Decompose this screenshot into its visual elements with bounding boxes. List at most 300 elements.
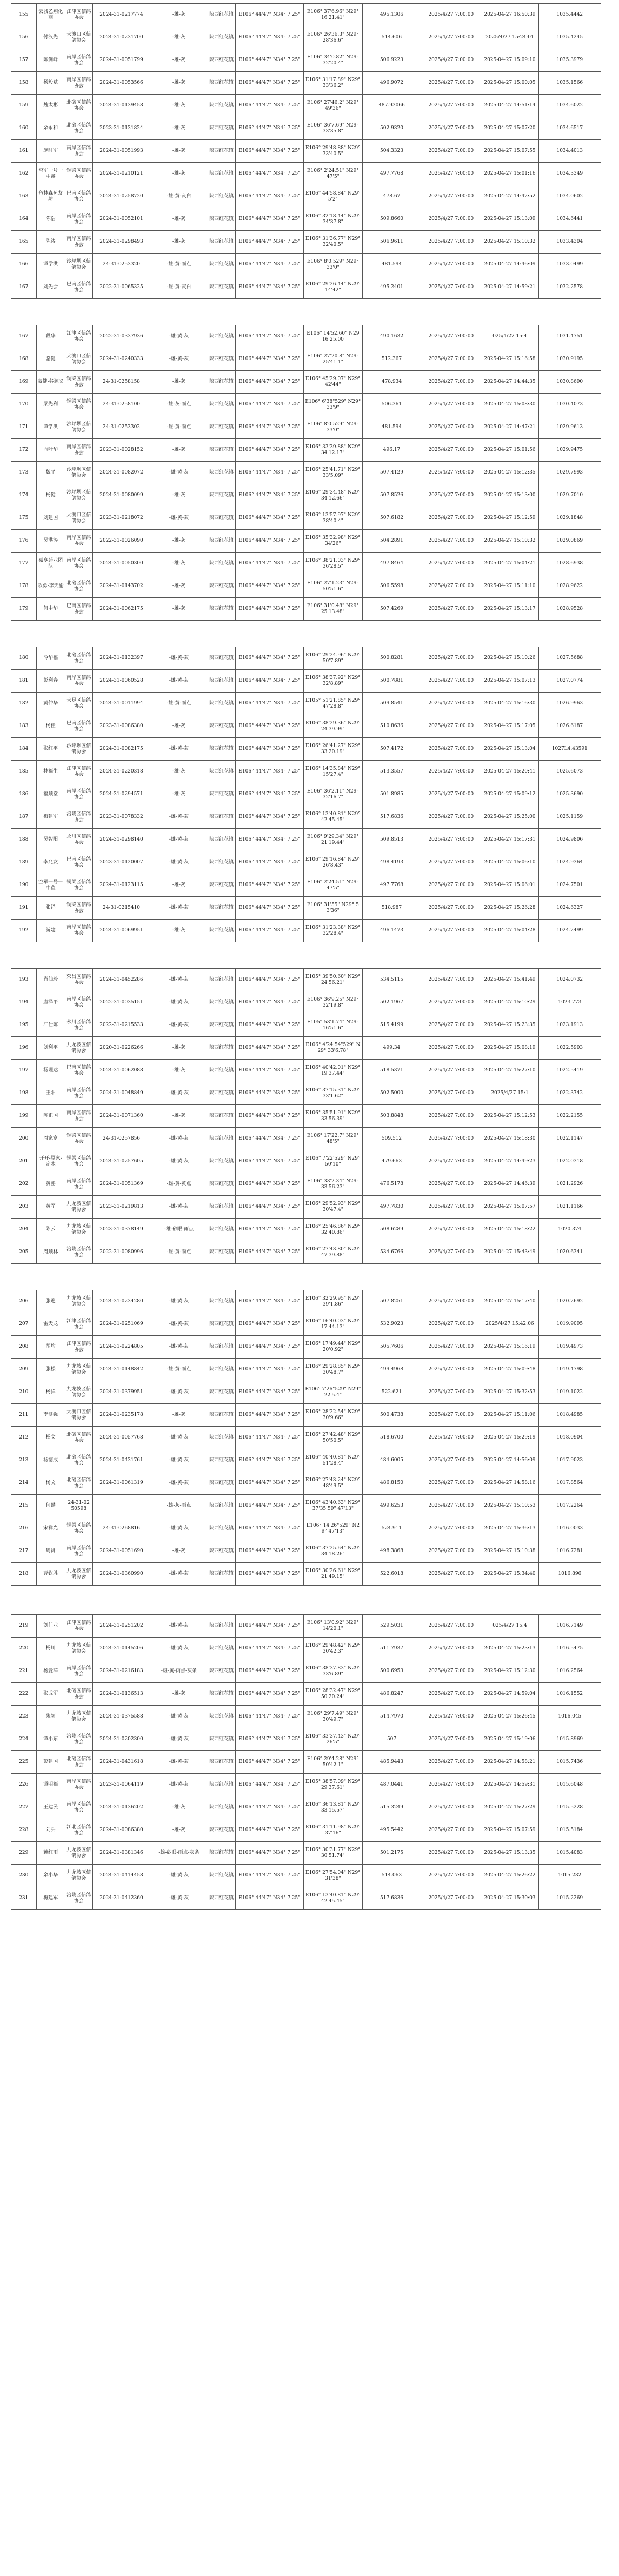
arrival-time-cell: 2025-04-27 15:06:01 — [481, 874, 538, 897]
pigeon-color-cell: -雄-黄-灰 — [150, 851, 208, 874]
row-number-cell: 204 — [11, 1219, 37, 1241]
release-time-cell: 2025/4/27 7:00:00 — [421, 163, 481, 185]
ring-number-cell: 2024-31-0257605 — [92, 1150, 150, 1173]
loft-coordinates-cell: E106° 29'34.48" N29° 34'12.66" — [304, 484, 363, 507]
release-place-cell: 陕西红花镇 — [208, 1728, 235, 1751]
arrival-time-cell: 2025-04-27 15:07:57 — [481, 1196, 538, 1219]
ring-number-cell: 2024-31-0258720 — [92, 185, 150, 208]
distance-cell: 485.9443 — [362, 1751, 421, 1774]
owner-name-cell: 段华 — [36, 325, 65, 348]
row-number-cell: 213 — [11, 1449, 37, 1472]
arrival-time-cell: 2025-04-27 15:10:32 — [481, 231, 538, 254]
loft-coordinates-cell: E106° 35'51.91" N29° 33'56.39" — [304, 1105, 363, 1128]
distance-cell: 514.7970 — [362, 1706, 421, 1728]
distance-cell: 501.2175 — [362, 1842, 421, 1865]
release-place-cell: 陕西红花镇 — [208, 1472, 235, 1495]
release-place-cell: 陕西红花镇 — [208, 1381, 235, 1404]
pigeon-color-cell: -雄-灰 — [150, 1105, 208, 1128]
row-number-cell: 172 — [11, 439, 37, 462]
arrival-time-cell: 2025-04-27 15:13:17 — [481, 598, 538, 621]
row-number-cell: 224 — [11, 1728, 37, 1751]
table-row — [11, 1082, 601, 1105]
results-table — [11, 968, 601, 1264]
table-row — [11, 575, 601, 598]
row-number-cell: 211 — [11, 1404, 37, 1427]
club-name-cell: 南岸区信鸽协会 — [65, 670, 92, 693]
table-row — [11, 647, 601, 670]
release-time-cell: 2025/4/27 7:00:00 — [421, 1105, 481, 1128]
release-place-cell: 陕西红花镇 — [208, 897, 235, 920]
pigeon-color-cell: -雄-黄-灰 — [150, 1472, 208, 1495]
loft-coordinates-cell: E106° 32'29.95" N29° 39'1.86" — [304, 1290, 363, 1313]
owner-name-cell: 骆健 — [36, 348, 65, 371]
ring-number-cell: 24-31-0268816 — [92, 1517, 150, 1540]
owner-name-cell: 魏太彬 — [36, 95, 65, 117]
results-table-block — [11, 3, 601, 299]
speed-cell: 1022.3742 — [538, 1082, 601, 1105]
arrival-time-cell: 2025-04-27 15:18:22 — [481, 1219, 538, 1241]
arrival-time-cell: 2025-04-27 15:32:53 — [481, 1381, 538, 1404]
arrival-time-cell: 2025-04-27 15:23:13 — [481, 1638, 538, 1660]
table-row — [11, 254, 601, 276]
release-time-cell: 2025/4/27 7:00:00 — [421, 874, 481, 897]
club-name-cell: 大渡口区信鸽协会 — [65, 1404, 92, 1427]
speed-cell: 1022.1147 — [538, 1128, 601, 1150]
row-number-cell: 171 — [11, 416, 37, 439]
release-place-cell: 陕西红花镇 — [208, 1014, 235, 1037]
club-name-cell: 巴南区信鸽协会 — [65, 715, 92, 738]
pigeon-color-cell: -雄-黄-灰白 — [150, 276, 208, 299]
release-place-cell: 陕西红花镇 — [208, 647, 235, 670]
loft-coordinates-cell: E106° 8'0.529" N29° 33'0" — [304, 254, 363, 276]
row-number-cell: 177 — [11, 553, 37, 575]
ring-number-cell: 2024-31-0381346 — [92, 1842, 150, 1865]
results-table — [11, 325, 601, 621]
owner-name-cell: 谭学洪 — [36, 416, 65, 439]
table-row — [11, 1128, 601, 1150]
release-place-cell: 陕西红花镇 — [208, 1751, 235, 1774]
release-coordinates-cell: E106° 44'47" N34° 7'25" — [235, 1014, 303, 1037]
release-coordinates-cell: E106° 44'47" N34° 7'25" — [235, 1751, 303, 1774]
table-row — [11, 1060, 601, 1082]
owner-name-cell: 陈剑峰 — [36, 49, 65, 72]
distance-cell: 507.4269 — [362, 598, 421, 621]
release-place-cell: 陕西红花镇 — [208, 416, 235, 439]
club-name-cell: 南岸区信鸽协会 — [65, 72, 92, 95]
loft-coordinates-cell: E105° 53'1.74" N29° 16'51.6" — [304, 1014, 363, 1037]
loft-coordinates-cell: E106° 40'40.81" N29° 51'28.4" — [304, 1449, 363, 1472]
release-place-cell: 陕西红花镇 — [208, 117, 235, 140]
pigeon-color-cell: -雄-黄-灰 — [150, 1427, 208, 1449]
release-time-cell: 2025/4/27 7:00:00 — [421, 276, 481, 299]
arrival-time-cell: 2025-04-27 15:43:49 — [481, 1241, 538, 1264]
ring-number-cell: 2024-31-0051690 — [92, 1540, 150, 1563]
release-time-cell: 2025/4/27 7:00:00 — [421, 95, 481, 117]
loft-coordinates-cell: E106° 45'29.07" N29° 42'44" — [304, 371, 363, 394]
ring-number-cell: 2022-31-0026090 — [92, 530, 150, 553]
release-coordinates-cell: E106° 44'47" N34° 7'25" — [235, 484, 303, 507]
club-name-cell: 涪陵区信鸽协会 — [65, 1241, 92, 1264]
club-name-cell: 北碚区信鸽协会 — [65, 95, 92, 117]
speed-cell: 1031.4751 — [538, 325, 601, 348]
loft-coordinates-cell: E106° 31'23.38" N29° 32'28.4" — [304, 920, 363, 942]
distance-cell: 505.7606 — [362, 1336, 421, 1359]
release-time-cell: 2025/4/27 7:00:00 — [421, 1173, 481, 1196]
pigeon-color-cell: -雄-灰 — [150, 530, 208, 553]
loft-coordinates-cell: E106° 13'0.92" N29° 14'20.1" — [304, 1615, 363, 1638]
distance-cell: 524.911 — [362, 1517, 421, 1540]
release-time-cell: 2025/4/27 7:00:00 — [421, 1728, 481, 1751]
release-place-cell: 陕西红花镇 — [208, 1219, 235, 1241]
club-name-cell: 九龙坡区信鸽协会 — [65, 1219, 92, 1241]
release-time-cell: 2025/4/27 7:00:00 — [421, 598, 481, 621]
table-row — [11, 1196, 601, 1219]
release-time-cell: 2025/4/27 7:00:00 — [421, 484, 481, 507]
table-row — [11, 920, 601, 942]
pigeon-color-cell: -雄-黄-灰 — [150, 1865, 208, 1887]
distance-cell: 522.621 — [362, 1381, 421, 1404]
ring-number-cell: 2024-31-0069951 — [92, 920, 150, 942]
release-coordinates-cell: E106° 44'47" N34° 7'25" — [235, 208, 303, 231]
arrival-time-cell: 2025-04-27 15:16:30 — [481, 693, 538, 715]
loft-coordinates-cell: E106° 13'57.97" N29° 38'40.4" — [304, 507, 363, 530]
speed-cell: 1015.7436 — [538, 1751, 601, 1774]
release-place-cell: 陕西红花镇 — [208, 1449, 235, 1472]
release-coordinates-cell: E106° 44'47" N34° 7'25" — [235, 991, 303, 1014]
release-coordinates-cell: E106° 44'47" N34° 7'25" — [235, 1290, 303, 1313]
pigeon-color-cell: -雄-灰 — [150, 1683, 208, 1706]
arrival-time-cell: 2025-04-27 15:25:00 — [481, 806, 538, 829]
arrival-time-cell: 2025-04-27 14:59:04 — [481, 1683, 538, 1706]
table-row — [11, 1865, 601, 1887]
speed-cell: 1024.0732 — [538, 969, 601, 991]
release-time-cell: 2025/4/27 7:00:00 — [421, 1842, 481, 1865]
row-number-cell: 197 — [11, 1060, 37, 1082]
distance-cell: 534.6766 — [362, 1241, 421, 1264]
pigeon-color-cell: -雄-灰 — [150, 4, 208, 26]
arrival-time-cell: 2025-04-27 14:51:14 — [481, 95, 538, 117]
club-name-cell: 南岸区信鸽协会 — [65, 1660, 92, 1683]
pigeon-color-cell: -雄-黄-灰 — [150, 325, 208, 348]
arrival-time-cell: 2025-04-27 15:16:19 — [481, 1336, 538, 1359]
table-row — [11, 1683, 601, 1706]
pigeon-color-cell: -雄-黄-灰 — [150, 806, 208, 829]
club-name-cell: 九龙坡区信鸽协会 — [65, 1196, 92, 1219]
club-name-cell: 铜梁区信鸽协会 — [65, 874, 92, 897]
pigeon-color-cell: -雄-灰-雨点 — [150, 1495, 208, 1517]
distance-cell: 490.1632 — [362, 325, 421, 348]
arrival-time-cell: 2025-04-27 15:19:06 — [481, 1728, 538, 1751]
distance-cell: 509.8541 — [362, 693, 421, 715]
distance-cell: 478.934 — [362, 371, 421, 394]
owner-name-cell: 嘉亨药业团队 — [36, 553, 65, 575]
results-table-block — [11, 1290, 601, 1586]
table-row — [11, 715, 601, 738]
arrival-time-cell: 2025/4/27 15:24:01 — [481, 26, 538, 49]
loft-coordinates-cell: E106° 8'0.529" N29° 33'0" — [304, 416, 363, 439]
release-coordinates-cell: E106° 44'47" N34° 7'25" — [235, 670, 303, 693]
table-row — [11, 26, 601, 49]
arrival-time-cell: 2025-04-27 15:10:29 — [481, 991, 538, 1014]
row-number-cell: 228 — [11, 1819, 37, 1842]
club-name-cell: 江津区信鸽协会 — [65, 761, 92, 783]
owner-name-cell: 陈正国 — [36, 1105, 65, 1128]
results-table — [11, 3, 601, 299]
arrival-time-cell: 2025-04-27 14:58:21 — [481, 1751, 538, 1774]
pigeon-color-cell: -雄-黄-灰 — [150, 1381, 208, 1404]
owner-name-cell: 宋祥光 — [36, 1517, 65, 1540]
speed-cell: 1016.7281 — [538, 1540, 601, 1563]
release-coordinates-cell: E106° 44'47" N34° 7'25" — [235, 254, 303, 276]
release-coordinates-cell: E106° 44'47" N34° 7'25" — [235, 1887, 303, 1910]
owner-name-cell: 刘建国 — [36, 507, 65, 530]
pigeon-color-cell: -雄-黄-雨点 — [150, 254, 208, 276]
owner-name-cell: 张成军 — [36, 1683, 65, 1706]
row-number-cell: 188 — [11, 829, 37, 851]
release-coordinates-cell: E106° 44'47" N34° 7'25" — [235, 185, 303, 208]
row-number-cell: 194 — [11, 991, 37, 1014]
release-coordinates-cell: E106° 44'47" N34° 7'25" — [235, 969, 303, 991]
release-coordinates-cell: E106° 44'47" N34° 7'25" — [235, 1774, 303, 1796]
speed-cell: 1016.5475 — [538, 1638, 601, 1660]
club-name-cell: 铜梁区信鸽协会 — [65, 1150, 92, 1173]
distance-cell: 495.2401 — [362, 276, 421, 299]
pigeon-color-cell: -雄-灰 — [150, 484, 208, 507]
speed-cell: 1015.5228 — [538, 1796, 601, 1819]
pigeon-color-cell: -雄-黄-灰 — [150, 1728, 208, 1751]
arrival-time-cell: 2025-04-27 15:12:53 — [481, 1105, 538, 1128]
speed-cell: 1027.5688 — [538, 647, 601, 670]
results-table-block — [11, 647, 601, 942]
loft-coordinates-cell: E106° 7'26"529" N29° 22'5.4" — [304, 1381, 363, 1404]
release-place-cell: 陕西红花镇 — [208, 1683, 235, 1706]
loft-coordinates-cell: E106° 14'35.84" N29° 15'27.4" — [304, 761, 363, 783]
release-coordinates-cell: E106° 44'47" N34° 7'25" — [235, 1150, 303, 1173]
distance-cell: 504.3323 — [362, 140, 421, 163]
distance-cell: 509.8660 — [362, 208, 421, 231]
loft-coordinates-cell: E106° 36'7.69" N29° 33'35.8" — [304, 117, 363, 140]
pigeon-color-cell: -雄-灰 — [150, 72, 208, 95]
owner-name-cell: 欧勇-李天渝 — [36, 575, 65, 598]
loft-coordinates-cell: E106° 13'40.81" N29° 42'45.45" — [304, 806, 363, 829]
owner-name-cell: 梅建军 — [36, 806, 65, 829]
release-time-cell: 2025/4/27 7:00:00 — [421, 1683, 481, 1706]
arrival-time-cell: 2025-04-27 15:11:06 — [481, 1404, 538, 1427]
results-table — [11, 647, 601, 942]
arrival-time-cell: 2025-04-27 14:59:31 — [481, 1774, 538, 1796]
arrival-time-cell: 2025-04-27 15:17:05 — [481, 715, 538, 738]
table-row — [11, 806, 601, 829]
ring-number-cell: 2024-31-0294571 — [92, 783, 150, 806]
owner-name-cell: 朱颜 — [36, 1706, 65, 1728]
speed-cell: 1026.9963 — [538, 693, 601, 715]
pigeon-color-cell: -雄-灰 — [150, 1796, 208, 1819]
release-time-cell: 2025/4/27 7:00:00 — [421, 4, 481, 26]
club-name-cell: 巴南区信鸽协会 — [65, 185, 92, 208]
loft-coordinates-cell: E106° 27'46.2" N29° 49'36" — [304, 95, 363, 117]
owner-name-cell: 张松 — [36, 1359, 65, 1381]
release-time-cell: 2025/4/27 7:00:00 — [421, 1774, 481, 1796]
pigeon-color-cell: -雄-黄-灰 — [150, 647, 208, 670]
owner-name-cell: 胡均 — [36, 1336, 65, 1359]
arrival-time-cell: 2025-04-27 15:18:30 — [481, 1128, 538, 1150]
table-row — [11, 598, 601, 621]
club-name-cell: 大渡口区信鸽协会 — [65, 26, 92, 49]
row-number-cell: 205 — [11, 1241, 37, 1264]
ring-number-cell: 2024-31-0251069 — [92, 1313, 150, 1336]
ring-number-cell: 2024-31-0452286 — [92, 969, 150, 991]
ring-number-cell: 2024-31-0298140 — [92, 829, 150, 851]
release-time-cell: 2025/4/27 7:00:00 — [421, 1517, 481, 1540]
loft-coordinates-cell: E106° 36'2.11" N29° 32'16.7" — [304, 783, 363, 806]
ring-number-cell: 2024-31-0061319 — [92, 1472, 150, 1495]
distance-cell: 507.8526 — [362, 484, 421, 507]
owner-name-cell: 刘利平 — [36, 1037, 65, 1060]
owner-name-cell: 谭学洪 — [36, 254, 65, 276]
loft-coordinates-cell: E106° 33'37.43" N29° 26'5" — [304, 1728, 363, 1751]
pigeon-color-cell: -雄-黄-雨点 — [150, 693, 208, 715]
release-time-cell: 2025/4/27 7:00:00 — [421, 231, 481, 254]
release-time-cell: 2025/4/27 7:00:00 — [421, 647, 481, 670]
distance-cell: 500.4738 — [362, 1404, 421, 1427]
release-place-cell: 陕西红花镇 — [208, 1037, 235, 1060]
release-place-cell: 陕西红花镇 — [208, 1796, 235, 1819]
loft-coordinates-cell: E106° 33'2.34" N29° 33'56.23" — [304, 1173, 363, 1196]
row-number-cell: 221 — [11, 1660, 37, 1683]
row-number-cell: 203 — [11, 1196, 37, 1219]
pigeon-color-cell: -雄-黄-灰 — [150, 1336, 208, 1359]
release-place-cell: 陕西红花镇 — [208, 1495, 235, 1517]
table-row — [11, 1173, 601, 1196]
club-name-cell: 沙坪坝区信鸽协会 — [65, 416, 92, 439]
speed-cell: 1029.9613 — [538, 416, 601, 439]
club-name-cell: 永川区信鸽协会 — [65, 829, 92, 851]
release-time-cell: 2025/4/27 7:00:00 — [421, 553, 481, 575]
distance-cell: 507.4172 — [362, 738, 421, 761]
loft-coordinates-cell: E106° 31'0.48" N29° 25'13.48" — [304, 598, 363, 621]
table-row — [11, 484, 601, 507]
table-row — [11, 530, 601, 553]
club-name-cell: 铜梁区信鸽协会 — [65, 371, 92, 394]
speed-cell: 1032.2578 — [538, 276, 601, 299]
distance-cell: 503.8848 — [362, 1105, 421, 1128]
speed-cell: 1015.232 — [538, 1865, 601, 1887]
ring-number-cell: 2024-31-0011994 — [92, 693, 150, 715]
arrival-time-cell: 2025-04-27 14:58:16 — [481, 1472, 538, 1495]
pigeon-color-cell: -雄-黄-灰 — [150, 1128, 208, 1150]
club-name-cell: 江津区信鸽协会 — [65, 325, 92, 348]
table-row — [11, 897, 601, 920]
loft-coordinates-cell: E106° 2'24.51" N29° 47'5" — [304, 874, 363, 897]
speed-cell: 1033.0499 — [538, 254, 601, 276]
distance-cell: 506.9611 — [362, 231, 421, 254]
release-coordinates-cell: E106° 44'47" N34° 7'25" — [235, 1796, 303, 1819]
owner-name-cell: 陈云 — [36, 1219, 65, 1241]
club-name-cell: 南岸区信鸽协会 — [65, 49, 92, 72]
row-number-cell: 208 — [11, 1336, 37, 1359]
pigeon-color-cell: -雄-灰 — [150, 49, 208, 72]
speed-cell: 1024.9364 — [538, 851, 601, 874]
pigeon-color-cell: -雄-黄-灰 — [150, 1014, 208, 1037]
row-number-cell: 185 — [11, 761, 37, 783]
pigeon-color-cell: -雄-灰 — [150, 371, 208, 394]
release-coordinates-cell: E106° 44'47" N34° 7'25" — [235, 462, 303, 484]
table-row — [11, 1381, 601, 1404]
row-number-cell: 193 — [11, 969, 37, 991]
pigeon-color-cell: -雄-灰 — [150, 231, 208, 254]
table-row — [11, 1706, 601, 1728]
arrival-time-cell: 2025-04-27 15:04:21 — [481, 553, 538, 575]
arrival-time-cell: 2025-04-27 14:59:21 — [481, 276, 538, 299]
club-name-cell: 巴南区信鸽协会 — [65, 598, 92, 621]
loft-coordinates-cell: E106° 28'32.47" N29° 50'20.24" — [304, 1683, 363, 1706]
table-row — [11, 1290, 601, 1313]
release-time-cell: 2025/4/27 7:00:00 — [421, 670, 481, 693]
row-number-cell: 212 — [11, 1427, 37, 1449]
ring-number-cell: 2024-31-0145206 — [92, 1638, 150, 1660]
release-coordinates-cell: E106° 44'47" N34° 7'25" — [235, 1336, 303, 1359]
ring-number-cell: 2023-31-0086380 — [92, 715, 150, 738]
pigeon-color-cell: -雄-黄-灰 — [150, 348, 208, 371]
speed-cell: 1029.7993 — [538, 462, 601, 484]
distance-cell: 499.4968 — [362, 1359, 421, 1381]
release-time-cell: 2025/4/27 7:00:00 — [421, 1082, 481, 1105]
release-place-cell: 陕西红花镇 — [208, 1105, 235, 1128]
ring-number-cell: 2024-31-0062088 — [92, 1060, 150, 1082]
club-name-cell: 九龙坡区信鸽协会 — [65, 1638, 92, 1660]
arrival-time-cell: 2025-04-27 15:08:19 — [481, 1037, 538, 1060]
release-place-cell: 陕西红花镇 — [208, 1359, 235, 1381]
table-row — [11, 1796, 601, 1819]
speed-cell: 1024.9806 — [538, 829, 601, 851]
release-coordinates-cell: E106° 44'47" N34° 7'25" — [235, 439, 303, 462]
release-coordinates-cell: E106° 44'47" N34° 7'25" — [235, 1706, 303, 1728]
loft-coordinates-cell: E106° 17'49.44" N29° 20'0.92" — [304, 1336, 363, 1359]
speed-cell: 1015.8969 — [538, 1728, 601, 1751]
release-time-cell: 2025/4/27 7:00:00 — [421, 1427, 481, 1449]
ring-number-cell: 2023-31-0028152 — [92, 439, 150, 462]
release-time-cell: 2025/4/27 7:00:00 — [421, 117, 481, 140]
ring-number-cell: 2024-31-0210121 — [92, 163, 150, 185]
table-row — [11, 1887, 601, 1910]
speed-cell: 1035.1566 — [538, 72, 601, 95]
release-time-cell: 2025/4/27 7:00:00 — [421, 1241, 481, 1264]
arrival-time-cell: 2025-04-27 15:06:10 — [481, 851, 538, 874]
speed-cell: 1030.4073 — [538, 394, 601, 416]
ring-number-cell: 24-31-0257856 — [92, 1128, 150, 1150]
release-coordinates-cell: E106° 44'47" N34° 7'25" — [235, 1060, 303, 1082]
speed-cell: 1017.9023 — [538, 1449, 601, 1472]
row-number-cell: 222 — [11, 1683, 37, 1706]
table-row — [11, 416, 601, 439]
arrival-time-cell: 2025-04-27 15:16:58 — [481, 348, 538, 371]
table-row — [11, 1751, 601, 1774]
loft-coordinates-cell: E106° 29'7.49" N29° 30'49.7" — [304, 1706, 363, 1728]
speed-cell: 1033.4304 — [538, 231, 601, 254]
results-table-block — [11, 1614, 601, 1910]
distance-cell: 507.6182 — [362, 507, 421, 530]
release-coordinates-cell: E106° 44'47" N34° 7'25" — [235, 1842, 303, 1865]
release-place-cell: 陕西红花镇 — [208, 1196, 235, 1219]
distance-cell: 481.594 — [362, 416, 421, 439]
arrival-time-cell: 2025-04-27 14:56:09 — [481, 1449, 538, 1472]
loft-coordinates-cell: E106° 32'18.44" N29° 34'37.8" — [304, 208, 363, 231]
speed-cell: 1019.9095 — [538, 1313, 601, 1336]
loft-coordinates-cell: E106° 16'40.03" N29° 17'44.13" — [304, 1313, 363, 1336]
arrival-time-cell: 025/4/27 15:4 — [481, 325, 538, 348]
owner-name-cell: 王建民 — [36, 1796, 65, 1819]
owner-name-cell: 福顺堂 — [36, 783, 65, 806]
